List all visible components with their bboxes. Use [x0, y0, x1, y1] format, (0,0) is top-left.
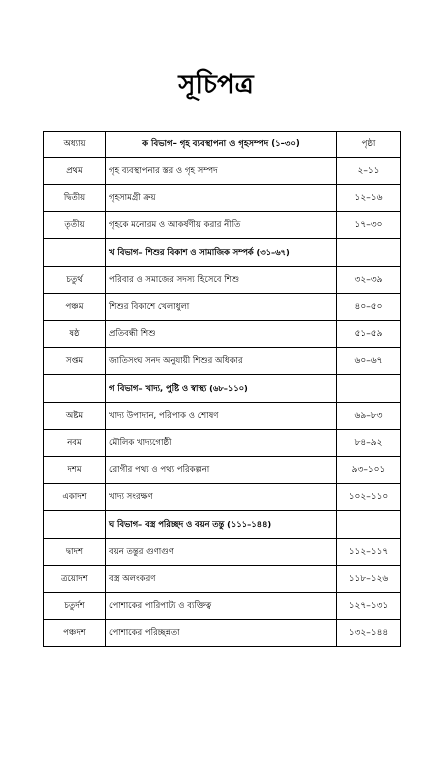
- section-a-heading: ক বিভাগ– গৃহ ব্যবস্থাপনা ও গৃহসম্পদ (১–৩০): [106, 132, 337, 158]
- toc-row: [44, 566, 401, 593]
- toc-row: [44, 484, 401, 511]
- chapter-cell: পঞ্চম: [44, 294, 106, 321]
- topic-cell: খাদ্য সংরক্ষণ: [106, 484, 337, 511]
- page-range-cell: ৬০–৬৭: [337, 348, 401, 375]
- topic-cell: মৌলিক খাদ্যগোষ্ঠী: [106, 430, 337, 457]
- chapter-column-header: অধ্যায়: [44, 132, 106, 158]
- toc-row: [44, 457, 401, 484]
- topic-cell: পোশাকের পারিপাট্য ও ব্যক্তিত্ব: [106, 593, 337, 620]
- page-title: সূচিপত্র: [178, 70, 254, 100]
- page-range-cell: ৮৪–৯২: [337, 430, 401, 457]
- toc-row: [44, 212, 401, 239]
- page-range-cell: ১২–১৬: [337, 185, 401, 212]
- toc-table: [43, 131, 401, 647]
- topic-cell: বস্ত্র অলংকরণ: [106, 566, 337, 593]
- toc-row: [44, 403, 401, 430]
- toc-row: [44, 348, 401, 375]
- chapter-cell: তৃতীয়: [44, 212, 106, 239]
- empty-cell: [337, 375, 401, 403]
- empty-cell: [337, 511, 401, 539]
- chapter-cell: সপ্তম: [44, 348, 106, 375]
- empty-cell: [44, 239, 106, 267]
- topic-cell: জাতিসংঘ সনদ অনুযায়ী শিশুর অধিকার: [106, 348, 337, 375]
- topic-cell: শিশুর বিকাশে খেলাধুলা: [106, 294, 337, 321]
- page-range-cell: ১২৭–১৩১: [337, 593, 401, 620]
- topic-cell: পোশাকের পরিচ্ছন্নতা: [106, 620, 337, 647]
- empty-cell: [337, 239, 401, 267]
- section-d-row: [44, 511, 401, 539]
- chapter-cell: প্রথম: [44, 158, 106, 185]
- topic-cell: খাদ্য উপাদান, পরিপাক ও শোষণ: [106, 403, 337, 430]
- page-range-cell: ১১২–১১৭: [337, 539, 401, 566]
- page-range-cell: ১১৮–১২৬: [337, 566, 401, 593]
- page-range-cell: ৫১–৫৯: [337, 321, 401, 348]
- section-d-heading: ঘ বিভাগ– বস্ত্র পরিচ্ছদ ও বয়ন তন্তু (১১১–১৪৪): [106, 511, 337, 539]
- topic-cell: গৃহসামগ্রী ক্রয়: [106, 185, 337, 212]
- chapter-cell: চতুর্থ: [44, 267, 106, 294]
- page-range-cell: ১৭–৩০: [337, 212, 401, 239]
- chapter-cell: পঞ্চদশ: [44, 620, 106, 647]
- page-range-cell: ৪০–৫০: [337, 294, 401, 321]
- chapter-cell: চতুর্দশ: [44, 593, 106, 620]
- chapter-cell: ত্রয়োদশ: [44, 566, 106, 593]
- section-b-row: [44, 239, 401, 267]
- topic-cell: গৃহকে মনোরম ও আকর্ষণীয় করার নীতি: [106, 212, 337, 239]
- toc-row: [44, 294, 401, 321]
- page-range-cell: ৯৩–১০১: [337, 457, 401, 484]
- page-range-cell: ১০২–১১০: [337, 484, 401, 511]
- empty-cell: [44, 375, 106, 403]
- empty-cell: [44, 511, 106, 539]
- topic-cell: বয়ন তন্তুর গুণাগুণ: [106, 539, 337, 566]
- page-column-header: পৃষ্ঠা: [337, 132, 401, 158]
- chapter-cell: দ্বিতীয়: [44, 185, 106, 212]
- toc-row: [44, 539, 401, 566]
- topic-cell: পরিবার ও সমাজের সদস্য হিসেবে শিশু: [106, 267, 337, 294]
- section-c-heading: গ বিভাগ– খাদ্য, পুষ্টি ও স্বাস্থ্য (৬৮–১১০): [106, 375, 337, 403]
- toc-row: [44, 321, 401, 348]
- page-range-cell: ২–১১: [337, 158, 401, 185]
- toc-row: [44, 267, 401, 294]
- chapter-cell: দ্বাদশ: [44, 539, 106, 566]
- toc-row: [44, 185, 401, 212]
- topic-cell: গৃহ ব্যবস্থাপনার স্তর ও গৃহ সম্পদ: [106, 158, 337, 185]
- chapter-cell: অষ্টম: [44, 403, 106, 430]
- chapter-cell: দশম: [44, 457, 106, 484]
- toc-row: [44, 158, 401, 185]
- toc-row: [44, 620, 401, 647]
- toc-row: [44, 430, 401, 457]
- section-b-heading: খ বিভাগ– শিশুর বিকাশ ও সামাজিক সম্পর্ক (৩১–৬৭): [106, 239, 337, 267]
- topic-cell: প্রতিবন্ধী শিশু: [106, 321, 337, 348]
- topic-cell: রোগীর পথ্য ও পথ্য পরিকল্পনা: [106, 457, 337, 484]
- page-range-cell: ৬৯–৮৩: [337, 403, 401, 430]
- toc-header-row: [44, 132, 401, 158]
- chapter-cell: একাদশ: [44, 484, 106, 511]
- section-c-row: [44, 375, 401, 403]
- chapter-cell: ষষ্ঠ: [44, 321, 106, 348]
- toc-row: [44, 593, 401, 620]
- chapter-cell: নবম: [44, 430, 106, 457]
- page-range-cell: ১৩২–১৪৪: [337, 620, 401, 647]
- page-range-cell: ৩২–৩৯: [337, 267, 401, 294]
